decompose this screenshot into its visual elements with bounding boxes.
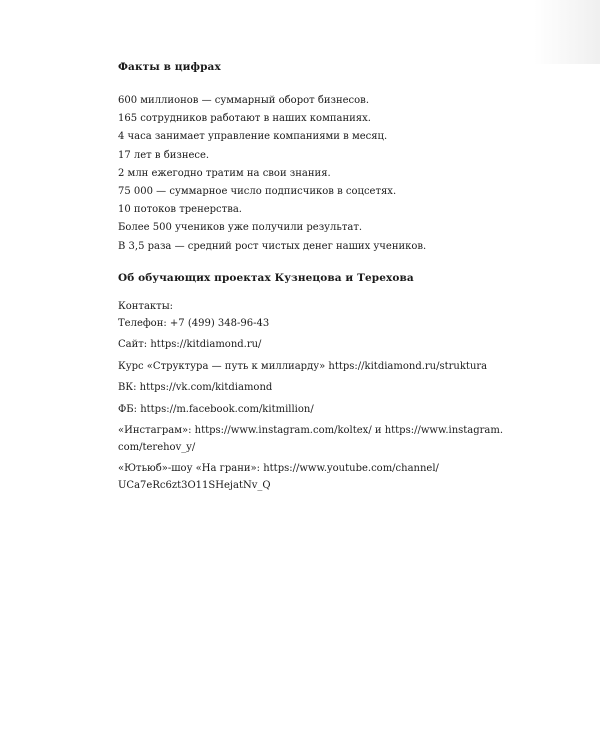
fact-line: 75 000 — суммарное число подписчиков в соцсетях. bbox=[118, 186, 397, 198]
vk-link[interactable]: ВК: https://vk.com/kitdiamond bbox=[118, 382, 273, 393]
instagram-link-line-1[interactable]: «Инстаграм»: https://www.instagram.com/koltex/ и https://www.instagram. bbox=[118, 425, 504, 436]
instagram-link-line-2[interactable]: com/terehov_y/ bbox=[118, 441, 196, 453]
scan-edge-shadow bbox=[534, 0, 600, 64]
fact-line: 10 потоков тренерства. bbox=[118, 204, 242, 216]
instagram-link[interactable] bbox=[118, 423, 518, 456]
phone-line: Телефон: +7 (499) 348-96-43 bbox=[118, 317, 270, 329]
course-link[interactable]: Курс «Структура — путь к миллиарду» https://kitdiamond.ru/struktura bbox=[118, 360, 488, 372]
youtube-link-line-2[interactable]: UCa7eRc6zt3O11SHejatNv_Q bbox=[118, 479, 271, 491]
fact-line: 4 часа занимает управление компаниями в месяц. bbox=[118, 131, 388, 143]
youtube-link[interactable] bbox=[118, 461, 518, 494]
projects-section bbox=[118, 271, 518, 494]
fact-line: 600 миллионов — суммарный оборот бизнесов. bbox=[118, 95, 369, 106]
fact-line: 165 сотрудников работают в наших компаниях. bbox=[118, 113, 371, 125]
youtube-link-line-1[interactable]: «Ютьюб»-шоу «На грани»: https://www.youtube.com/channel/ bbox=[118, 463, 439, 474]
facebook-link[interactable]: ФБ: https://m.facebook.com/kitmillion/ bbox=[118, 403, 314, 415]
projects-heading: Об обучающих проектах Кузнецова и Терехова bbox=[118, 272, 414, 284]
contacts-label: Контакты: bbox=[118, 301, 174, 312]
contacts-block bbox=[118, 299, 518, 494]
facts-heading: Факты в цифрах bbox=[118, 61, 221, 73]
facts-section bbox=[118, 60, 518, 256]
site-link[interactable]: Сайт: https://kitdiamond.ru/ bbox=[118, 339, 262, 350]
fact-line: 2 млн ежегодно тратим на свои знания. bbox=[118, 167, 331, 179]
fact-line: 17 лет в бизнесе. bbox=[118, 149, 210, 161]
fact-line: Более 500 учеников уже получили результат. bbox=[118, 222, 363, 234]
fact-line: В 3,5 раза — средний рост чистых денег наших учеников. bbox=[118, 240, 427, 252]
